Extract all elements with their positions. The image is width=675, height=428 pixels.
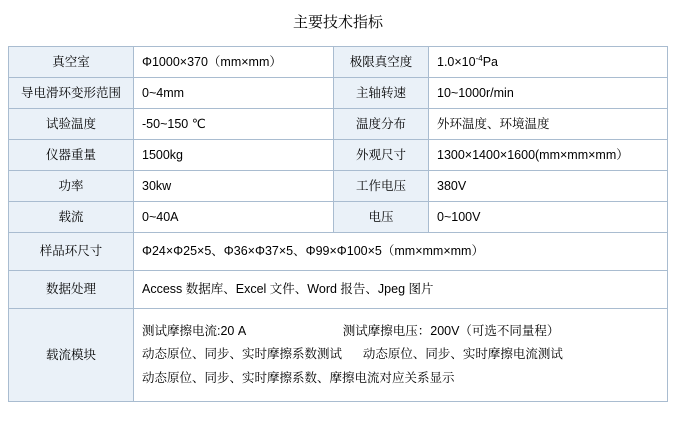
row-value-sample-ring-size: Φ24×Φ25×5、Φ36×Φ37×5、Φ99×Φ100×5（mm×mm×mm） bbox=[134, 233, 668, 271]
vacuum-value-unit: Pa bbox=[482, 54, 499, 69]
table-row bbox=[9, 140, 668, 171]
row-label-ultimate-vacuum: 极限真空度 bbox=[334, 47, 429, 78]
vacuum-value-exponent: -4 bbox=[475, 53, 483, 63]
row-label-vacuum-chamber: 真空室 bbox=[9, 47, 134, 78]
row-value-dimensions: 1300×1400×1600(mm×mm×mm） bbox=[429, 140, 668, 171]
row-value-slip-ring-deformation: 0~4mm bbox=[134, 78, 334, 109]
row-value-vacuum-chamber: Φ1000×370（mm×mm） bbox=[134, 47, 334, 78]
current-module-line-1: 测试摩擦电流:20 A 测试摩擦电压：200V（可选不同量程） bbox=[142, 324, 560, 339]
row-label-current: 载流 bbox=[9, 202, 134, 233]
row-value-current-module bbox=[134, 309, 668, 402]
table-row bbox=[9, 171, 668, 202]
title-row bbox=[9, 6, 668, 47]
row-value-ultimate-vacuum bbox=[429, 47, 668, 78]
table-row bbox=[9, 47, 668, 78]
row-label-sample-ring-size: 样品环尺寸 bbox=[9, 233, 134, 271]
row-label-test-temperature: 试验温度 bbox=[9, 109, 134, 140]
table-row bbox=[9, 109, 668, 140]
row-value-current: 0~40A bbox=[134, 202, 334, 233]
row-value-instrument-weight: 1500kg bbox=[134, 140, 334, 171]
spec-table bbox=[8, 6, 668, 402]
row-value-working-voltage: 380V bbox=[429, 171, 668, 202]
table-row bbox=[9, 202, 668, 233]
table-row bbox=[9, 78, 668, 109]
table-row bbox=[9, 309, 668, 402]
page-title: 主要技术指标 bbox=[293, 13, 384, 31]
row-value-spindle-speed: 10~1000r/min bbox=[429, 78, 668, 109]
vacuum-value-base: 1.0×10 bbox=[437, 54, 476, 69]
row-label-voltage: 电压 bbox=[334, 202, 429, 233]
table-row bbox=[9, 271, 668, 309]
row-label-current-module: 载流模块 bbox=[9, 309, 134, 402]
row-label-working-voltage: 工作电压 bbox=[334, 171, 429, 202]
row-value-test-temperature: -50~150 ℃ bbox=[134, 109, 334, 140]
row-label-power: 功率 bbox=[9, 171, 134, 202]
row-label-spindle-speed: 主轴转速 bbox=[334, 78, 429, 109]
row-label-dimensions: 外观尺寸 bbox=[334, 140, 429, 171]
row-value-data-processing: Access 数据库、Excel 文件、Word 报告、Jpeg 图片 bbox=[134, 271, 668, 309]
table-row bbox=[9, 233, 668, 271]
row-label-slip-ring-deformation: 导电滑环变形范围 bbox=[9, 78, 134, 109]
row-label-data-processing: 数据处理 bbox=[9, 271, 134, 309]
row-label-instrument-weight: 仪器重量 bbox=[9, 140, 134, 171]
row-label-temperature-distribution: 温度分布 bbox=[334, 109, 429, 140]
row-value-voltage: 0~100V bbox=[429, 202, 668, 233]
current-module-line-3: 动态原位、同步、实时摩擦系数、摩擦电流对应关系显示 bbox=[142, 370, 455, 385]
row-value-power: 30kw bbox=[134, 171, 334, 202]
current-module-line-2: 动态原位、同步、实时摩擦系数测试 动态原位、同步、实时摩擦电流测试 bbox=[142, 347, 563, 362]
row-value-temperature-distribution: 外环温度、环境温度 bbox=[429, 109, 668, 140]
